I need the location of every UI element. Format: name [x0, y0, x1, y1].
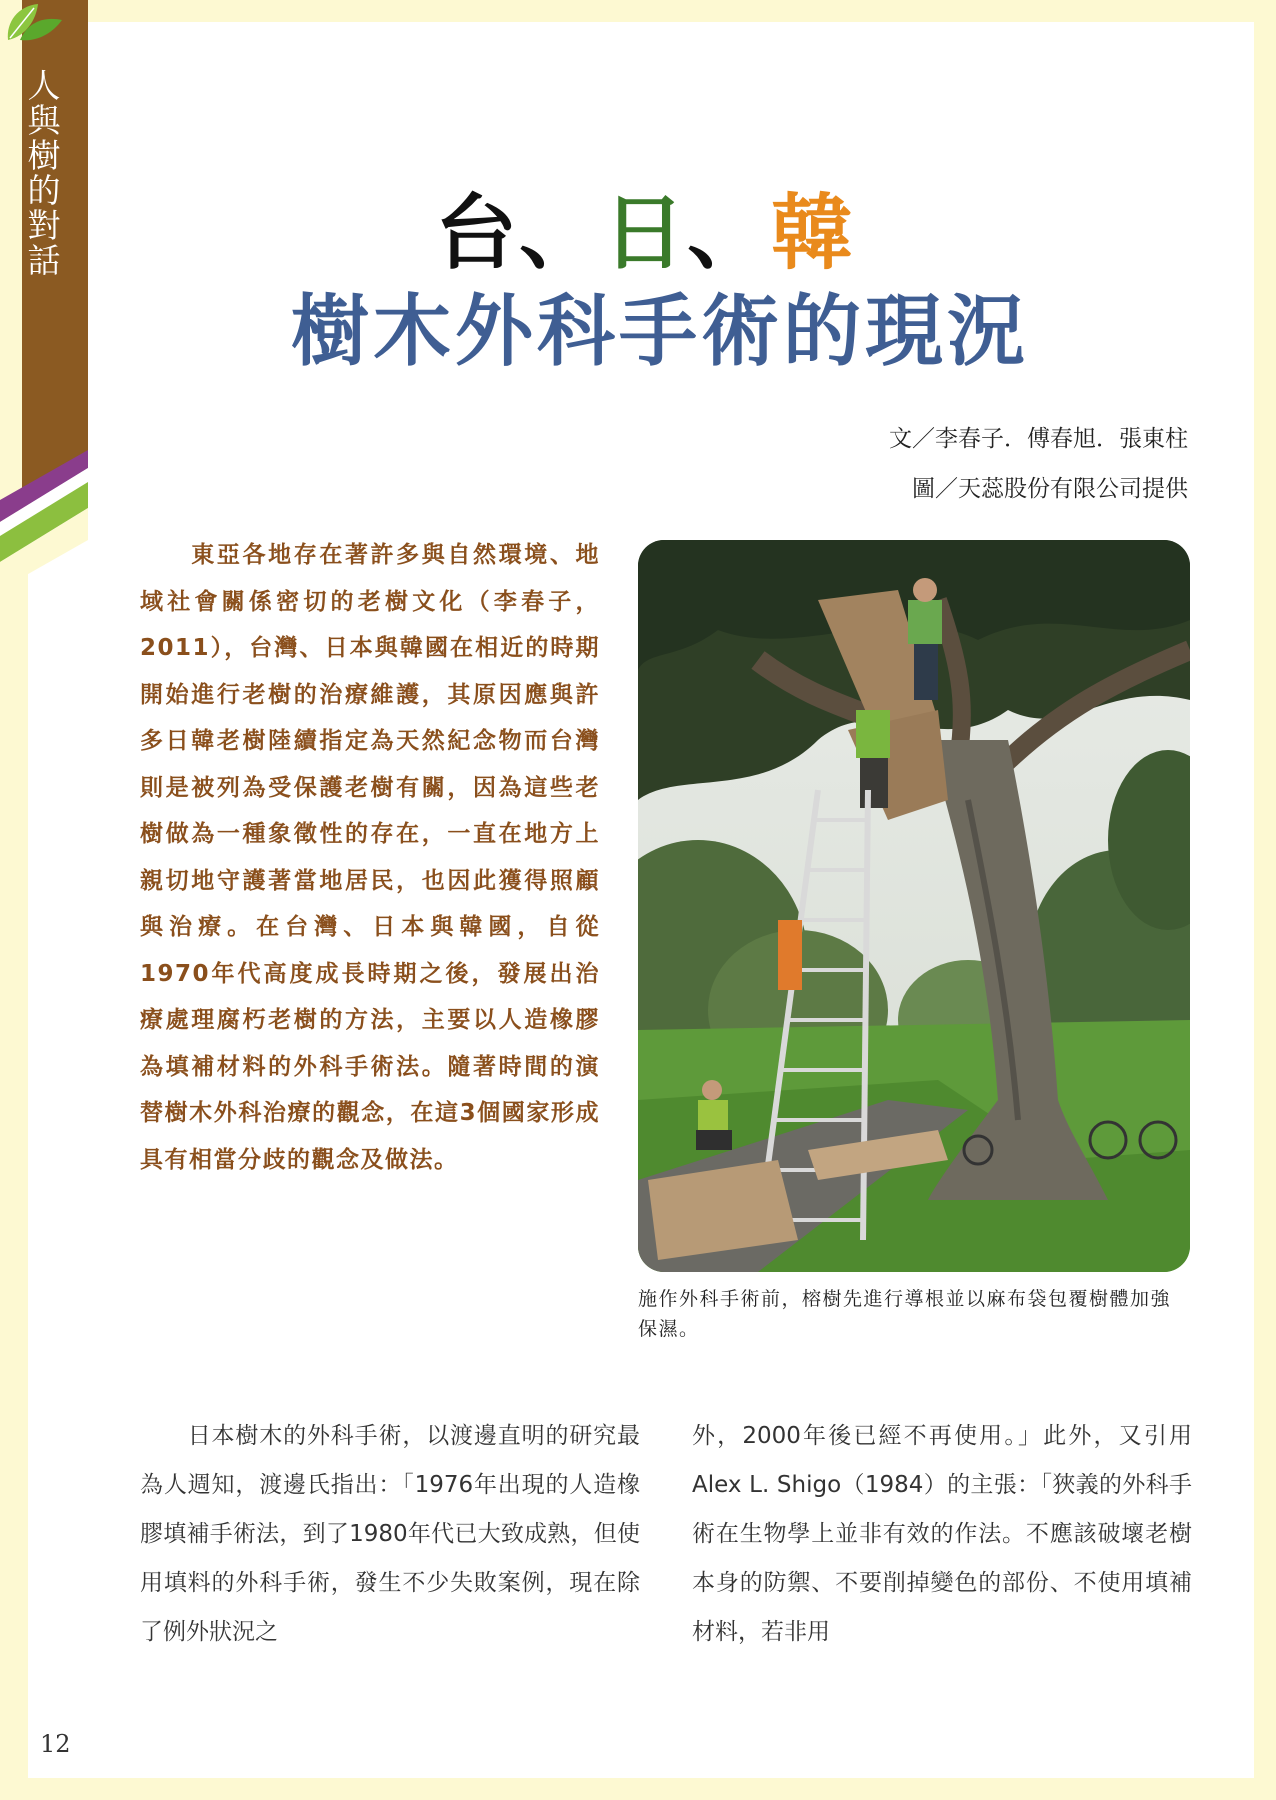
column-label-char: 與: [27, 101, 61, 140]
author-byline: 文／李春子．傅春旭．張東柱: [889, 426, 1188, 452]
title-separator: 、: [518, 186, 603, 281]
page-frame-top: [0, 0, 1276, 22]
column-label-char: 樹: [27, 136, 61, 175]
body-column-1: 日本樹木的外科手術，以渡邊直明的研究最為人週知，渡邊氏指出：「1976年出現的人造橡膠填補手術法，到了1980年代已大致成熟，但使用填料的外科手術，發生不少失敗案例，現在除了例外狀況之: [140, 1423, 640, 1645]
column-label-char: 的: [27, 171, 61, 210]
title-word-taiwan: 台: [434, 186, 519, 281]
photo-credit: 圖／天蕊股份有限公司提供: [912, 476, 1188, 502]
article-title-line2: 樹木外科手術的現況: [290, 287, 1029, 377]
column-label-char: 人: [27, 66, 61, 105]
title-word-japan: 日: [602, 186, 687, 281]
article-photo: [638, 540, 1190, 1272]
leaf-icon: [0, 0, 64, 44]
page-number: 12: [40, 1730, 71, 1758]
column-label-char: 對: [27, 206, 61, 245]
title-separator: 、: [687, 186, 772, 281]
page-frame-bottom: [0, 1778, 1276, 1800]
article-title-line1: [0, 186, 1276, 282]
column-label-char: 話: [27, 241, 61, 280]
photo-caption: 施作外科手術前，榕樹先進行導根並以麻布袋包覆樹體加強保濕。: [638, 1288, 1172, 1340]
title-word-korea: 韓: [771, 186, 856, 281]
lead-paragraph: 東亞各地存在著許多與自然環境、地域社會關係密切的老樹文化（李春子，2011），台灣、日本與韓國在相近的時期開始進行老樹的治療維護，其原因應與許多日韓老樹陸續指定為天然紀念物而台灣則是被列為受保護老樹有關，因為這些老樹做為一種象徵性的存在，一直在地方上親切地守護著當地居民，也因此獲得照顧與治療。在台灣、日本與韓國，自從1970年代高度成長時期之後，發展出治療處理腐朽老樹的方法，主要以人造橡膠為填補材料的外科手術法。隨著時間的演替樹木外科治療的觀念，在這3個國家形成具有相當分歧的觀念及做法。: [140, 542, 600, 1173]
body-column-2: 外，2000年後已經不再使用。」此外，又引用Alex L. Shigo（1984）的主張：「狹義的外科手術在生物學上並非有效的作法。不應該破壞老樹本身的防禦、不要削掉變色的部份、不使用填補材料，若非用: [692, 1423, 1192, 1645]
tree-surgery-photo: [638, 540, 1190, 1272]
